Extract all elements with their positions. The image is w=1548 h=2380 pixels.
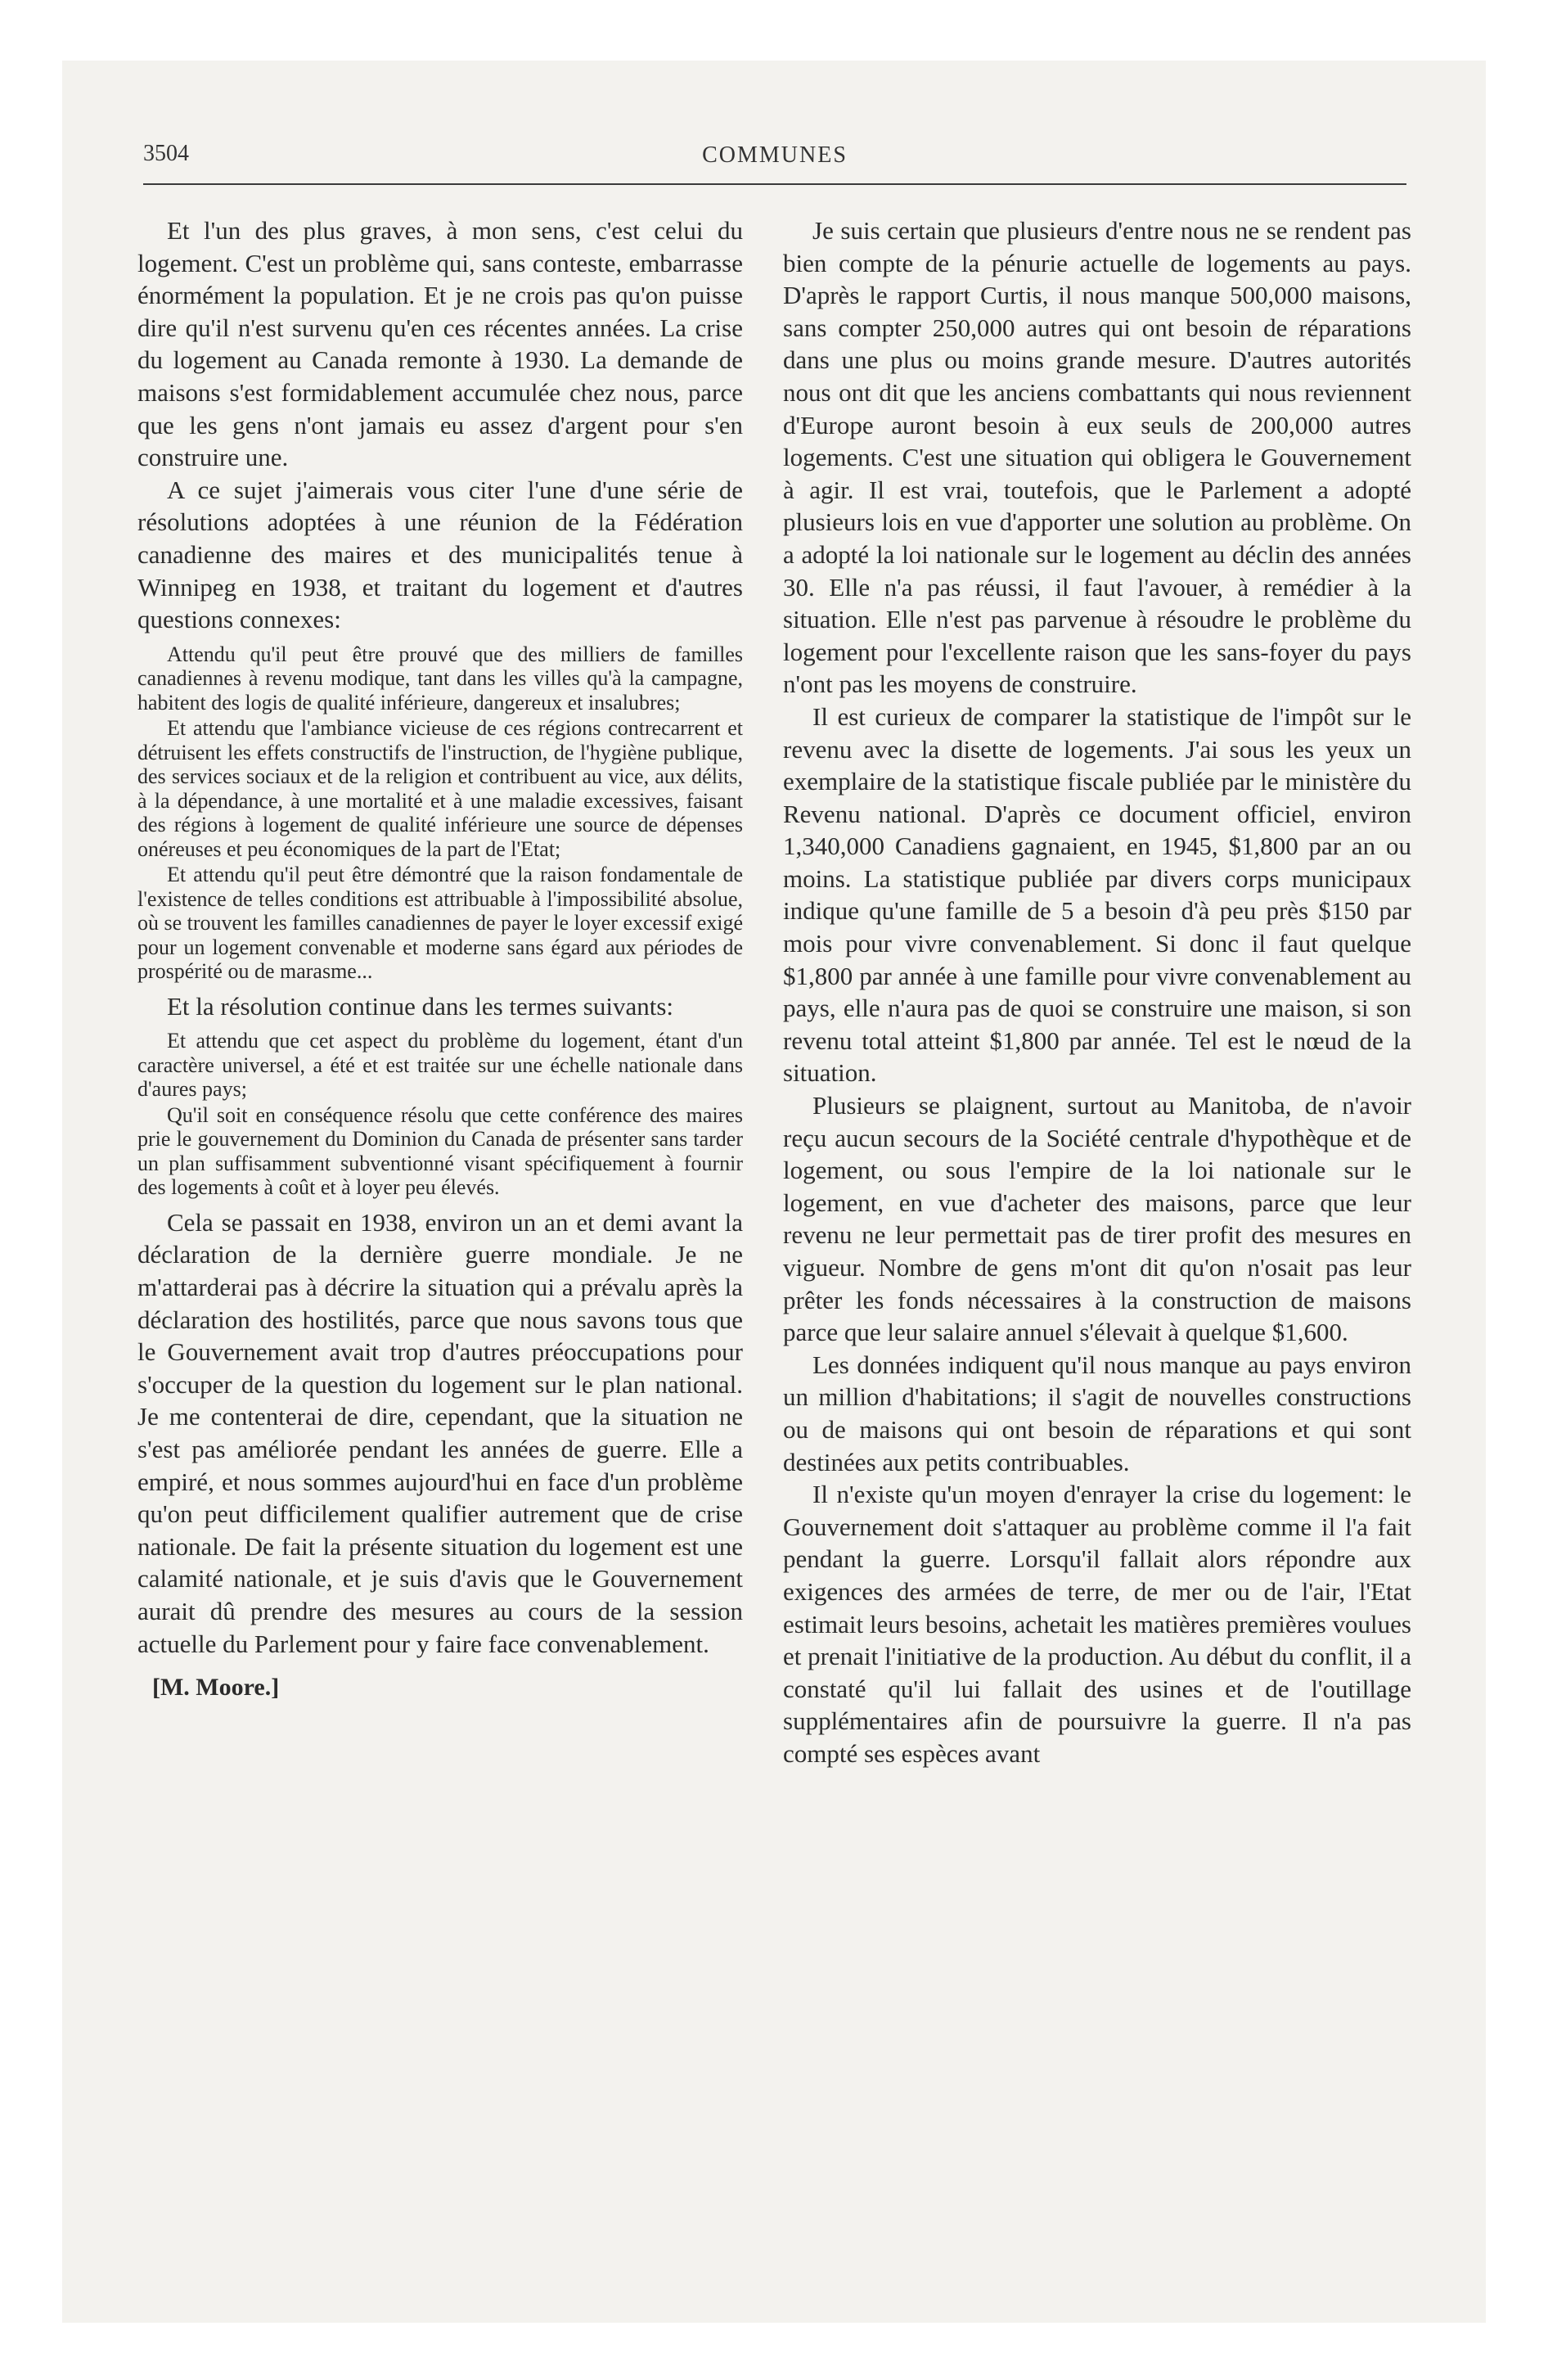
- paragraph: Les données indiquent qu'il nous manque au pays environ un million d'habitations; il s'agit de nouvelles constructions ou de maisons qui ont besoin de réparations et qui sont destinées aux petits contribuables.: [783, 1350, 1411, 1476]
- paragraph: Je suis certain que plusieurs d'entre nous ne se rendent pas bien compte de la pénurie actuelle de logements au pays. D'après le rapport Curtis, il nous manque 500,000 maisons, sans compter 250,000 autres qui ont besoin de réparations dans une plus ou moins grande mesure. D'autres autorités nous ont dit que les anciens combattants qui nous reviennent d'Europe auront besoin à eux seuls de 200,000 autres logements. C'est une situation qui obligera le Gouvernement à agir. Il est vrai, toutefois, que le Parlement a adopté plusieurs lois en vue d'apporter une solution au problème. On a adopté la loi nationale sur le logement au déclin des années 30. Elle n'a pas réussi, il faut l'avouer, à remédier à la situation. Elle n'est pas parvenue à résoudre le problème du logement pour l'excellente raison que les sans-foyer du pays n'ont pas les moyens de construire.: [783, 216, 1411, 699]
- paragraph: Et l'un des plus graves, à mon sens, c'est celui du logement. C'est un problème qui, sans conteste, embarrasse énormément la population. Et je ne crois pas qu'on puisse dire qu'il n'est survenu qu'en ces récentes années. La crise du logement au Canada remonte à 1930. La demande de maisons s'est formidablement accumulée chez nous, parce que les gens n'ont jamais eu assez d'argent pour s'en construire une.: [137, 216, 743, 472]
- paragraph: Il est curieux de comparer la statistique de l'impôt sur le revenu avec la disette de logements. J'ai sous les yeux un exemplaire de la statistique fiscale publiée par le ministère du Revenu national. D'après ce document officiel, environ 1,340,000 Canadiens gagnaient, en 1945, $1,800 par an ou moins. La statistique publiée par divers corps municipaux indique qu'une famille de 5 a besoin d'à peu près $150 par mois pour vivre convenablement. Si donc il faut quelque $1,800 par année à une famille pour vivre convenablement au pays, elle n'aura pas de quoi se construire une maison, si son revenu total atteint $1,800 par année. Tel est le nœud de la situation.: [783, 701, 1411, 1088]
- paragraph: Plusieurs se plaignent, surtout au Manitoba, de n'avoir reçu aucun secours de la Société centrale d'hypothèque et de logement, ou sous l'empire de la loi nationale sur le logement, en vue d'acheter des maisons, parce que leur revenu ne leur permettait pas de tirer profit des mesures en vigueur. Nombre de gens m'ont dit qu'on n'osait pas leur prêter les fonds nécessaires à la construction de maisons parce que leur salaire annuel s'élevait à quelque $1,600.: [783, 1091, 1411, 1347]
- right-column: [783, 214, 1411, 1770]
- speaker-signature: [M. Moore.]: [152, 1674, 280, 1702]
- quoted-resolution: Et attendu que l'ambiance vicieuse de ces régions contrecarrent et détruisent les effets constructifs de l'instruction, de l'hygiène publique, des services sociaux et de la religion et contribuent au vice, aux délits, à la dépendance, à une mortalité et à une maladie excessives, faisant des régions à logement de qualité inférieure une source de dépenses onéreuses et peu économiques de la part de l'Etat;: [137, 716, 743, 861]
- paragraph: Il n'existe qu'un moyen d'enrayer la crise du logement: le Gouvernement doit s'attaquer au problème comme il l'a fait pendant la guerre. Lorsqu'il fallait alors répondre aux exigences des armées de terre, de mer ou de l'air, l'Etat estimait leurs besoins, achetait les matières premières voulues et prenait l'initiative de la production. Au début du conflit, il a constaté qu'il lui fallait des usines et de l'outillage supplémentaires afin de poursuivre la guerre. Il n'a pas compté ses espèces avant: [783, 1480, 1411, 1768]
- quoted-resolution: Et attendu que cet aspect du problème du logement, étant d'un caractère universel, a été et est traitée sur une échelle nationale dans d'aures pays;: [137, 1029, 743, 1102]
- paragraph: Cela se passait en 1938, environ un an et demi avant la déclaration de la dernière guerre mondiale. Je ne m'attarderai pas à décrire la situation qui a prévalu après la déclaration des hostilités, parce que nous savons tous que le Gouvernement avait trop d'autres préoccupations pour s'occuper de la question du logement sur le plan national. Je me contenterai de dire, cependant, que la situation ne s'est pas améliorée pendant les années de guerre. Elle a empiré, et nous sommes aujourd'hui en face d'un problème qu'on peut difficilement qualifier autrement que de crise nationale. De fait la présente situation du logement est une calamité nationale, et je suis d'avis que le Gouvernement aurait dû prendre des mesures au cours de la session actuelle du Parlement pour y faire face convenablement.: [137, 1207, 743, 1658]
- left-column: [137, 214, 743, 1704]
- paragraph: Et la résolution continue dans les termes suivants:: [167, 991, 674, 1021]
- page-number: 3504: [143, 141, 189, 166]
- quoted-resolution: Et attendu qu'il peut être démontré que la raison fondamentale de l'existence de telles conditions est attribuable à l'impossibilité absolue, où se trouvent les familles canadiennes de payer le loyer excessif exigé pour un logement convenable et moderne sans égard aux périodes de prospérité ou de marasme...: [137, 863, 743, 984]
- quoted-resolution: Qu'il soit en conséquence résolu que cette conférence des maires prie le gouvernement du Dominion du Canada de présenter sans tarder un plan suffisamment subventionné visant spécifiquement à fournir des logements à coût et à loyer peu élevés.: [137, 1102, 743, 1200]
- page-header: [143, 137, 1406, 185]
- running-title: COMMUNES: [702, 142, 848, 168]
- paragraph: A ce sujet j'aimerais vous citer l'une d'une série de résolutions adoptées à une réunion de la Fédération canadienne des maires et des municipalités tenue à Winnipeg en 1938, et traitant du logement et d'autres questions connexes:: [137, 475, 743, 634]
- quoted-resolution: Attendu qu'il peut être prouvé que des milliers de familles canadiennes à revenu modique, tant dans les villes qu'à la campagne, habitent des logis de qualité inférieure, dangereux et insalubres;: [137, 642, 743, 714]
